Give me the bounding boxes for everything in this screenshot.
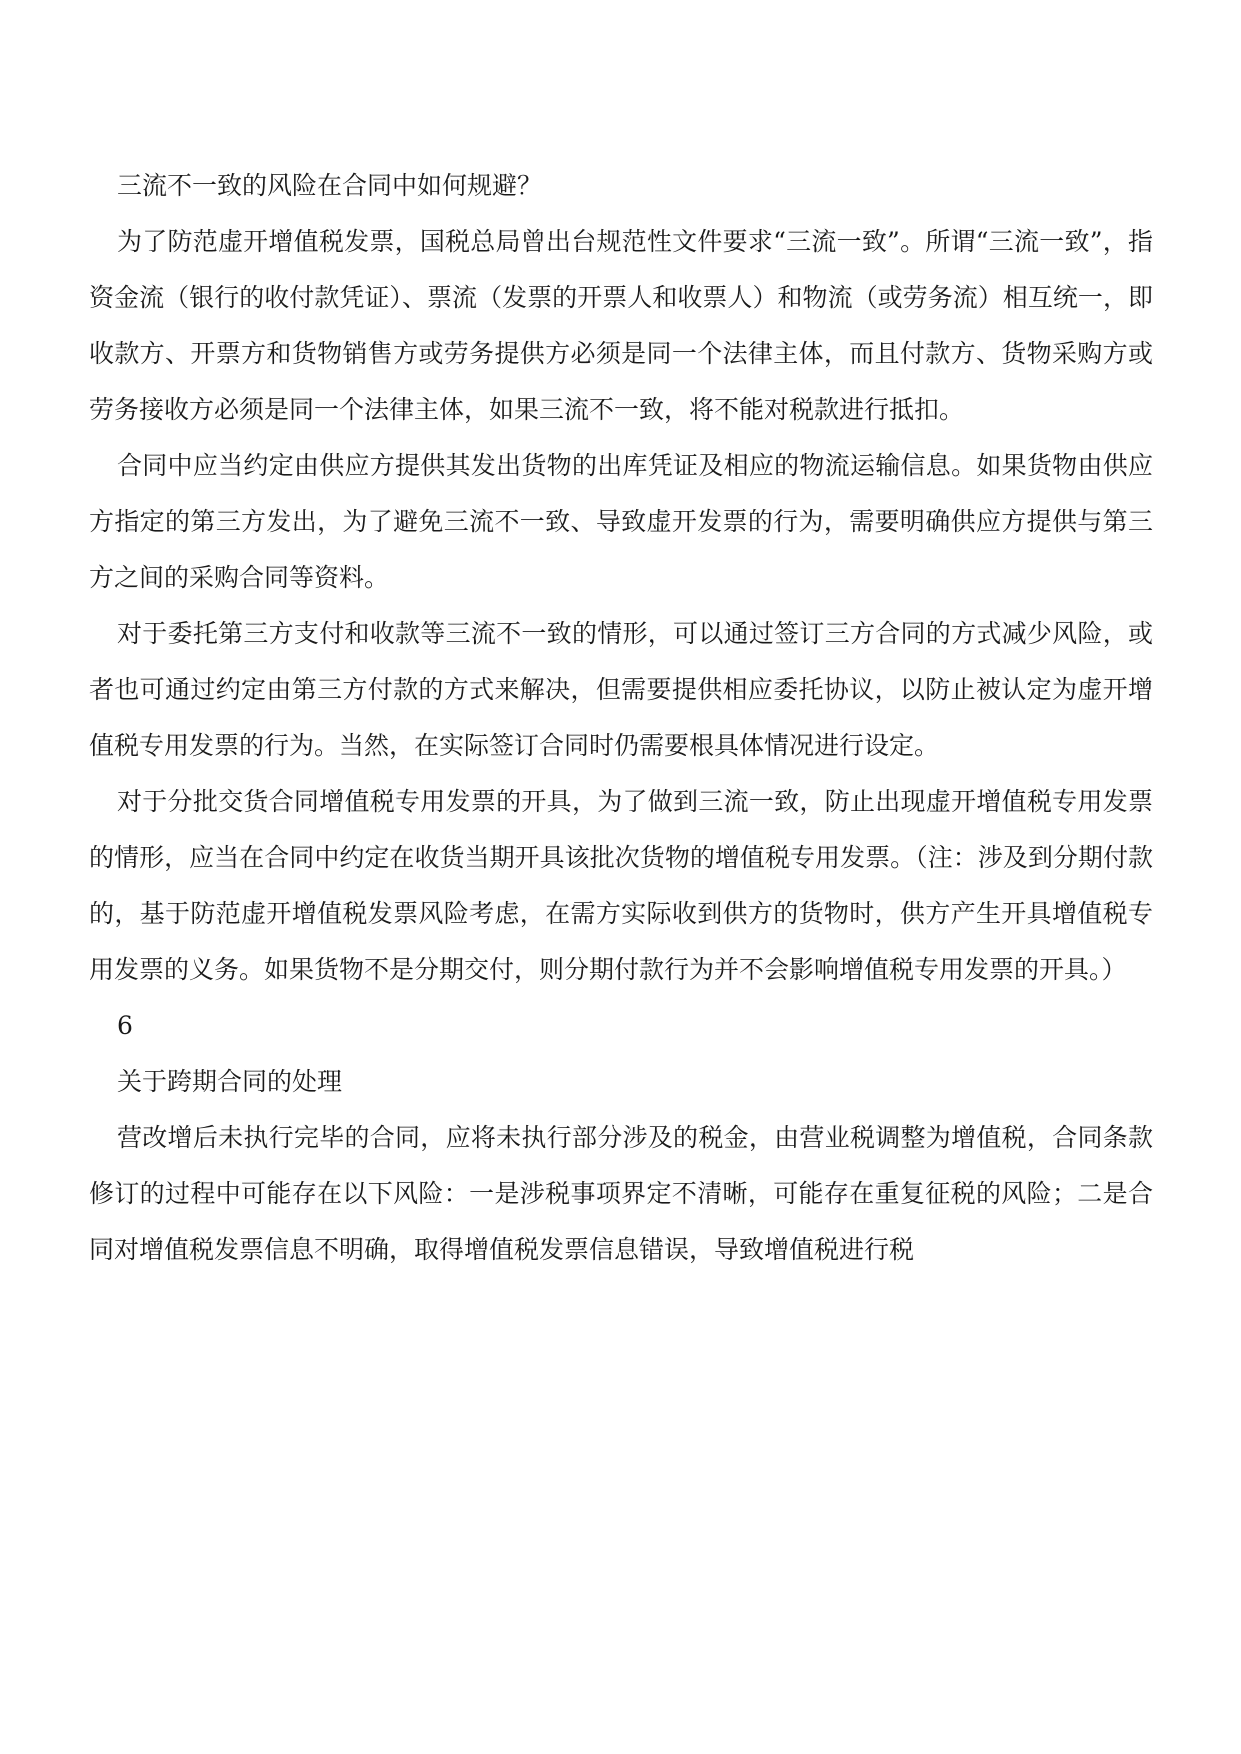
body-paragraph: 为了防范虚开增值税发票，国税总局曾出台规范性文件要求“三流一致”。所谓“三流一致”，指资金流（银行的收付款凭证）、票流（发票的开票人和收票人）和物流（或劳务流）相互统一，即收款方、开票方和货物销售方或劳务提供方必须是同一个法律主体，而且付款方、货物采购方或劳务接收方必须是同一个法律主体，如果三流不一致，将不能对税款进行抵扣。 <box>89 227 1153 424</box>
body-paragraph: 合同中应当约定由供应方提供其发出货物的出库凭证及相应的物流运输信息。如果货物由供应方指定的第三方发出，为了避免三流不一致、导致虚开发票的行为，需要明确供应方提供与第三方之间的采购合同等资料。 <box>89 451 1153 592</box>
section-heading: 三流不一致的风险在合同中如何规避？ <box>117 171 543 200</box>
section-number: 6 <box>117 1011 133 1040</box>
body-paragraph: 对于分批交货合同增值税专用发票的开具，为了做到三流一致，防止出现虚开增值税专用发票的情形，应当在合同中约定在收货当期开具该批次货物的增值税专用发票。（注：涉及到分期付款的，基于防范虚开增值税发票风险考虑，在需方实际收到供方的货物时，供方产生开具增值税专用发票的义务。如果货物不是分期交付，则分期付款行为并不会影响增值税专用发票的开具。） <box>89 787 1153 984</box>
body-paragraph: 对于委托第三方支付和收款等三流不一致的情形，可以通过签订三方合同的方式减少风险，或者也可通过约定由第三方付款的方式来解决，但需要提供相应委托协议，以防止被认定为虚开增值税专用发票的行为。当然，在实际签订合同时仍需要根具体情况进行设定。 <box>89 619 1153 760</box>
body-paragraph: 营改增后未执行完毕的合同，应将未执行部分涉及的税金，由营业税调整为增值税，合同条款修订的过程中可能存在以下风险：一是涉税事项界定不清晰，可能存在重复征税的风险；二是合同对增值税发票信息不明确，取得增值税发票信息错误，导致增值税进行税 <box>89 1123 1153 1264</box>
section-heading: 关于跨期合同的处理 <box>117 1067 343 1096</box>
document-body <box>89 158 1153 1278</box>
